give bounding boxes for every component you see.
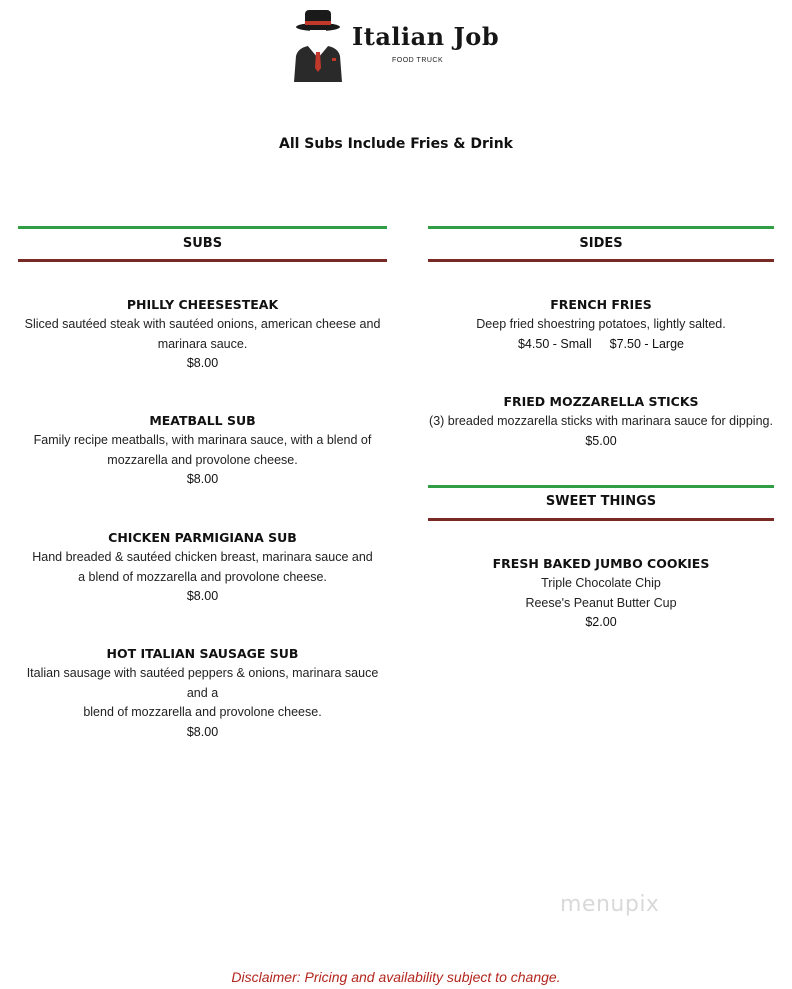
gangster-in-fedora-logo-icon — [288, 6, 348, 84]
section-top-rule — [18, 226, 387, 229]
section-bottom-rule — [428, 259, 774, 262]
brand-name: Italian Job — [352, 22, 500, 51]
item-description: mozzarella and provolone cheese. — [107, 452, 298, 467]
disclaimer: Disclaimer: Pricing and availability subject to change. — [231, 969, 561, 985]
item-description: blend of mozzarella and provolone cheese. — [83, 705, 322, 719]
item-name: FRIED MOZZARELLA STICKS — [503, 394, 699, 409]
menu-item — [428, 554, 774, 633]
section-title-subs: SUBS — [182, 236, 223, 251]
item-price: $2.00 — [585, 615, 617, 629]
menu-item — [18, 644, 387, 742]
brand-logo — [288, 6, 508, 86]
item-description: Triple Chocolate Chip — [541, 576, 661, 590]
item-description: Deep fried shoestring potatoes, lightly salted. — [476, 317, 726, 331]
section-title-sides: SIDES — [579, 236, 623, 251]
menu-item — [18, 528, 387, 607]
menu-item — [18, 411, 387, 490]
item-price: $8.00 — [186, 589, 219, 603]
section-title-sweet-things: SWEET THINGS — [545, 494, 657, 509]
item-description: Hand breaded & sautéed chicken breast, marinara sauce and — [32, 550, 373, 564]
item-prices — [428, 335, 774, 355]
section-top-rule — [428, 226, 774, 229]
item-description: Family recipe meatballs, with marinara sauce, with a blend of — [33, 433, 372, 447]
item-price-small: $4.50 - Small — [517, 336, 592, 351]
menu-item — [428, 392, 774, 451]
watermark: menupix — [560, 892, 660, 917]
item-description: Sliced sautéed steak with sautéed onions, american cheese and — [24, 317, 381, 331]
item-name: MEATBALL SUB — [149, 413, 256, 428]
section-bottom-rule — [18, 259, 387, 262]
item-price: $5.00 — [585, 433, 617, 448]
item-name: CHICKEN PARMIGIANA SUB — [108, 530, 297, 545]
menu-item — [18, 295, 387, 374]
menu-tagline: All Subs Include Fries & Drink — [279, 136, 513, 152]
item-name: HOT ITALIAN SAUSAGE SUB — [106, 646, 299, 661]
section-top-rule — [428, 485, 774, 488]
item-name: FRENCH FRIES — [550, 297, 652, 312]
item-description: a blend of mozzarella and provolone cheese. — [78, 569, 327, 584]
brand-subtitle: FOOD TRUCK — [392, 57, 444, 64]
item-description: marinara sauce. — [157, 336, 248, 351]
item-description: Reese's Peanut Butter Cup — [525, 595, 677, 610]
item-price: $8.00 — [186, 724, 219, 739]
menu-item — [428, 295, 774, 354]
item-description: (3) breaded mozzarella sticks with marinara sauce for dipping. — [429, 414, 773, 428]
item-name: PHILLY CHEESESTEAK — [126, 297, 279, 312]
item-name: FRESH BAKED JUMBO COOKIES — [492, 556, 710, 571]
item-description: Italian sausage with sautéed peppers & onions, marinara sauce and a — [26, 666, 379, 700]
section-bottom-rule — [428, 518, 774, 521]
item-price-large: $7.50 - Large — [609, 336, 684, 351]
item-price: $8.00 — [186, 356, 219, 370]
item-price: $8.00 — [186, 472, 219, 486]
